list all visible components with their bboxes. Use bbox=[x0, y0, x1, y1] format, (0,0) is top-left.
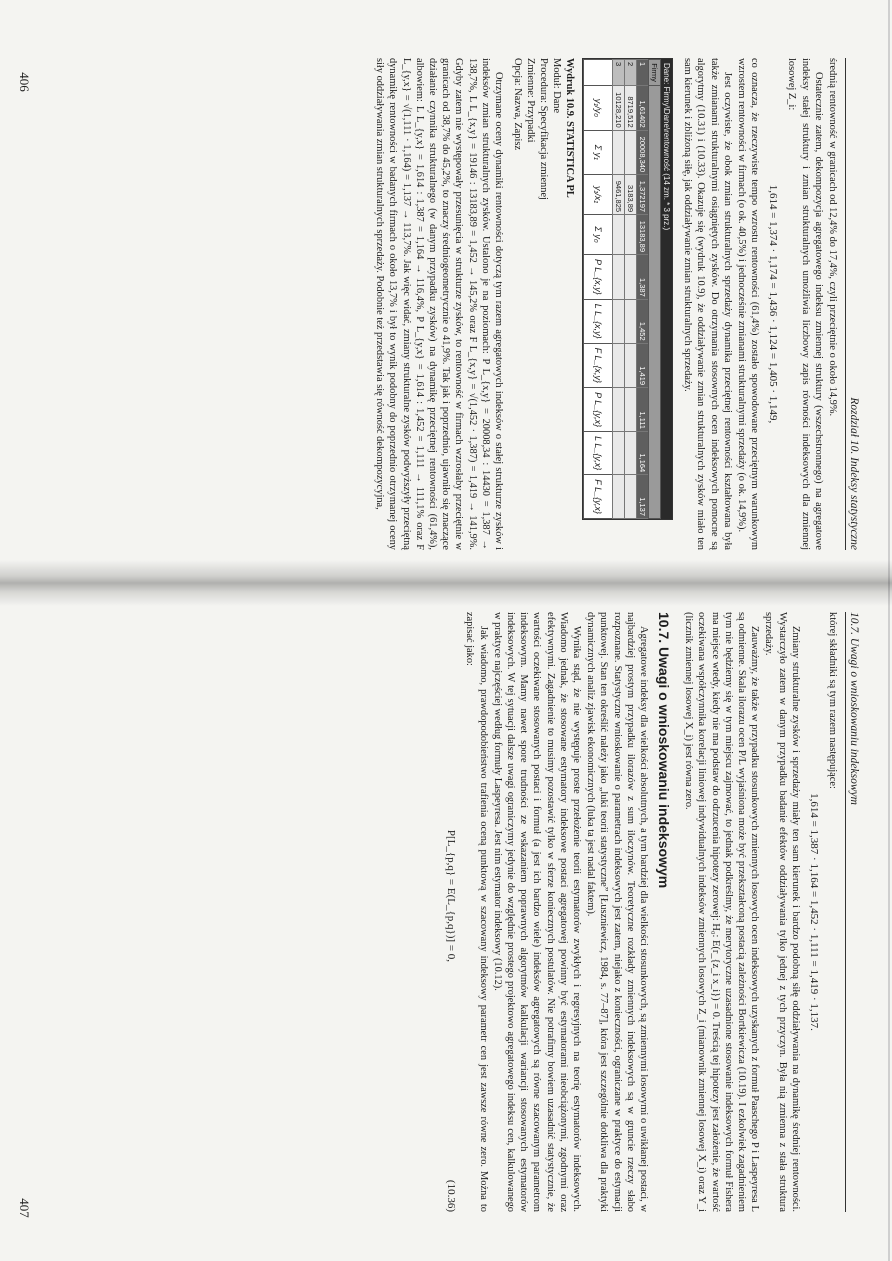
window-title: Dane: Firmy\Dane\rentowność (14 zm. * 3 prz.) bbox=[661, 59, 672, 519]
equation: 1,614 = 1,374 · 1,174 = 1,436 · 1,124 = 1,405 · 1,149, bbox=[767, 184, 780, 424]
table-cell bbox=[624, 255, 636, 300]
table-cell bbox=[612, 299, 624, 343]
equation-number: (10.36) bbox=[445, 1179, 458, 1212]
table-cell: 1,419 bbox=[636, 343, 648, 387]
table-row bbox=[624, 60, 636, 519]
table-cell bbox=[624, 130, 636, 175]
formula-label: P L_{y,x} bbox=[583, 388, 612, 432]
table-cell bbox=[624, 299, 636, 343]
table-cell: 1,61402 bbox=[636, 86, 648, 131]
formula-label: Σ y₀ bbox=[583, 215, 612, 255]
printout-caption bbox=[511, 58, 576, 550]
table-header-spacer bbox=[648, 86, 660, 519]
paragraph: średnią rentowność w granicach od 12,4% do 17,4%, czyli przeciętnie o około 14,9%. bbox=[827, 58, 838, 417]
equation: 1,614 = 1,387 · 1,164 = 1,452 · 1,111 = 1,419 · 1,137. bbox=[807, 793, 820, 1031]
statistica-data-window bbox=[582, 58, 673, 520]
table-cell bbox=[612, 475, 624, 519]
paragraph: Jak wiadomo, prawdopodobieństwo trafienia oceną punktową w szacowany indeksowy parametr cen jest zawsze równe zero. Można to zapisać jako: bbox=[464, 612, 489, 1212]
paragraph: której składniki są tym razem następujące: bbox=[827, 612, 838, 789]
table-cell: 3183,89 bbox=[624, 175, 636, 215]
row-header-label: Firmy bbox=[648, 60, 660, 86]
equation-body: P[L_{p,q} = E(L_{p,q})] = 0, bbox=[445, 829, 458, 963]
printout-title: Wydruk 10.9. STATISTICA PL bbox=[563, 58, 575, 198]
paragraph: Ostatecznie zatem, dekompozycja agregatowego indeksu zmiennej struktury (wszechstronnego) na agregatowe indeksy stałej struktury i zmian strukturalnych umożliwia liczbowy zapis równości indeksowych dla zmiennej losowej Z_i: bbox=[786, 58, 824, 550]
table-cell bbox=[624, 215, 636, 255]
data-table bbox=[583, 59, 661, 519]
table-cell bbox=[612, 130, 624, 175]
formula-label: F L_{y,x} bbox=[583, 475, 612, 519]
table-row bbox=[636, 60, 648, 519]
running-head: 10.7. Uwagi o wnioskowaniu indeksowym bbox=[845, 612, 860, 1212]
table-cell bbox=[612, 215, 624, 255]
formula-label: F L_{x,y} bbox=[583, 343, 612, 387]
table-cell bbox=[624, 432, 636, 475]
table-cell: 8719,512 bbox=[624, 86, 636, 131]
formula-label: L L_{y,x} bbox=[583, 432, 612, 475]
table-cell bbox=[612, 343, 624, 387]
printout-line: Opcja: Nazwa, Zapisz bbox=[511, 58, 523, 151]
table-row bbox=[612, 60, 624, 519]
table-cell: 1,452 bbox=[636, 299, 648, 343]
printout-line: Procedura: Specyfikacja zmiennej bbox=[537, 58, 549, 200]
table-cell: 20008,340 bbox=[636, 130, 648, 175]
table-cell bbox=[624, 475, 636, 519]
formula-label: y₁/y₀ bbox=[583, 86, 612, 131]
table-cell bbox=[612, 432, 624, 475]
paragraph: Wynika stąd, że nie występuje proste przełożenie teorii estymatorów zwykłych i regresyjnych na teorię estymatorów indeksowych. Wiadomo jednak, że stosowane estymatory indeksowe postaci agregatowej powinny być estymatorami nieobciążonymi, zgodnymi oraz efektywnymi. Zagadnienie to musimy pozostawić tylko w sferze koniecznych postulatów. Nie potrafimy bowiem uzasadnić statystycznie, że wartości oczekiwane stosowanych postaci i formuł (a jest ich bardzo wiele) indeksów agregatowych są równe szacowanym parametrom indeksowym. Mamy nawet spore trudności ze wskazaniem poprawnych algorytmów kalkulacji wariancji stosowanych estymatorów indeksowych. W tej sytuacji dalsze uwagi ograniczymy jedynie do względnie prostego projektowo agregatowego indeksu cen, kalkulowanego w praktyce najczęściej według formuły Laspeyresa. Jest nim estymator indeksowy (10.12). bbox=[491, 612, 582, 1212]
table-cell: 1,137 bbox=[636, 475, 648, 519]
table-cell: 1,164 bbox=[636, 432, 648, 475]
section-heading: 10.7. Uwagi o wnioskowaniu indeksowym bbox=[655, 612, 672, 889]
paragraph: Otrzymane oceny dynamiki rentowności dotyczą tym razem agregatowych indeksów o stałej strukturze zysków i indeksów zmian strukturalnych zysków. Ustalono je na poziomach: P L_{x,y} = 20008,34 : 14430 = 1,387 → 138,7%, L L_{x,y} = 19146 : 13183,89 = 1,452 → 145,2% oraz F L_{x,y} = √(1,452 · 1,387) = 1,419 → 141,9%. Gdyby zatem nie występowały przesunięcia w strukturze zysków, to rentowność w firmach wzrosłaby przeciętnie w granicach od 38,7% do 45,2%, to znaczy średniogeometrycznie o 41,9%. Tak jak i poprzednio, ujawniło się znaczące działanie czynnika strukturalnego (w danym przypadku zysków) na dynamikę przeciętnej rentowności (61,4%), albowiem: L L_{y,x} = 1,614 : 1,387 = 1,164 → 116,4%, P L_{y,x} = 1,614 : 1,452 = 1,111 → 111,1% oraz F L_{y,x} = √(1,111 · 1,164) = 1,137 → 113,7%. Jak więc widać, zmiany strukturalne zysków podwyższyły przeciętną dynamikę rentowności w badanych firmach o około 13,7% i był to wynik podobny do poprzednio otrzymanej oceny siły oddziaływania zmian strukturalnych sprzedaży. Podobnie też przedstawia się równość dekompozycyjna, bbox=[374, 58, 504, 550]
formula-label: Σ y₁ bbox=[583, 130, 612, 175]
page-406 bbox=[70, 58, 860, 550]
paragraph: Agregatowe indeksy dla wielkości absolutnych, a tym bardziej dla wielkości stosunkowych, są zmiennymi losowymi o uwikłanej postaci, w najbardziej prostym przypadku ilorazów z sum iloczynów. Teoretyczne rozkłady zmiennych indeksowych są w gruncie rzeczy słabo rozpoznane. Statystyczne wnioskowanie o parametrach indeksowych jest zatem, niejako z konieczności, ograniczane w praktyce do estymacji punktowej. Stan ten określić należy jako „luki teorii statystyczne” [Łuszniewicz, 1984, s. 77–87], która jest szczególnie dotkliwa dla praktyki dynamicznych analiz zjawisk ekonomicznych (luka ta jest nadal faktem). bbox=[585, 612, 649, 1212]
paragraph: Zmiany strukturalne zysków i sprzedaży miały ten sam kierunek i bardzo podobną siłę oddziaływania na dynamikę średniej rentowności. Wystarczyło zatem w danym przypadku badanie efektów oddziaływania tylko jednej z tych przyczyn. Była nią zmienna z stała struktura sprzedaży. bbox=[763, 612, 801, 1212]
table-cell: 2 bbox=[624, 60, 636, 86]
table-cell: 1,111 bbox=[636, 388, 648, 432]
formula-label: L L_{x,y} bbox=[583, 299, 612, 343]
scan-border-right bbox=[888, 0, 890, 1261]
page-number-407: 407 bbox=[16, 1198, 32, 1218]
table-cell: 1,387 bbox=[636, 255, 648, 300]
table-cell bbox=[624, 388, 636, 432]
formula-label: P L_{x,y} bbox=[583, 255, 612, 300]
printout-line: Moduł: Dane bbox=[550, 58, 562, 114]
book-spine-shadow bbox=[0, 560, 892, 606]
table-cell: 3 bbox=[612, 60, 624, 86]
table-cell: 1 bbox=[636, 60, 648, 86]
equation bbox=[445, 612, 457, 1212]
paragraph: Jest oczywiste, że obok zmian strukturalnych sprzedaży dynamika przeciętnej rentowności kształtowana była także zmianami strukturalnymi osiągniętych zysków. Do otrzymania stosownych ocen indeksowych pomocne są algorytmy (10.31) i (10.33). Okazuje się (wydruk 10.9), że oddziaływanie zmian strukturalnych zysków miało ten sam kierunek i zbliżoną siłę, jak oddziaływanie zmian strukturalnych sprzedaży. bbox=[682, 58, 733, 550]
table-cell bbox=[612, 255, 624, 300]
paragraph: co oznacza, że rzeczywiste tempo wzrostu rentowności (61,4%) zostało spowodowane przeciętnym warunkowym wzrostem rentowności w firmach (o ok. 40,5%) i jednocześnie zmianami strukturalnymi sprzedaży (o ok. 14,9%). bbox=[735, 58, 761, 550]
formula-header-row bbox=[583, 60, 612, 519]
table-cell bbox=[583, 60, 612, 86]
printout-line: Zmienne: Przypadki bbox=[524, 58, 536, 143]
table-cell: 9461,825 bbox=[612, 175, 624, 215]
table-cell bbox=[612, 388, 624, 432]
paragraph: Zauważmy, że także w przypadku stosunkowych zmiennych losowych ocen indeksowych uzyskanych z formuł Paaschego P i Laspeyresa L są odmienne. Skala ilorazu ocen P/L wyjaśniona może być przekształconą postacią zależności Bortkiewicza (10.19). I ezkolwiek zagadnieniem tym nie będziemy się w tym miejscu zajmować, to jednak podkreślmy, że merytoryczne uzasadnione stosowanie indeksowych formuł Fishera ma miejsce wtedy, kiedy nie ma podstaw do odrzucenia hipotezy zerowej: H₀: E(r_{z_i x_i}) = 0. Treścią tej hipotezy jest założenie, że wartość oczekiwana współczynnika korelacji liniowej indywidualnych indeksów zmiennych losowych Z_i (mianownik zmiennej losowej X_i) oraz Y_i (licznik zmiennej losowej X_i) jest równa zero. bbox=[683, 612, 761, 1212]
formula-label: y₁/x₁ bbox=[583, 175, 612, 215]
page-number-406: 406 bbox=[16, 72, 32, 92]
table-cell: 1,372197 bbox=[636, 175, 648, 215]
page-407 bbox=[70, 612, 860, 1212]
table-cell bbox=[624, 343, 636, 387]
table-cell: 10128,210 bbox=[612, 86, 624, 131]
table-cell: 13183,89 bbox=[636, 215, 648, 255]
running-head: Rozdział 10. Indeksy statystyczne bbox=[845, 58, 860, 550]
